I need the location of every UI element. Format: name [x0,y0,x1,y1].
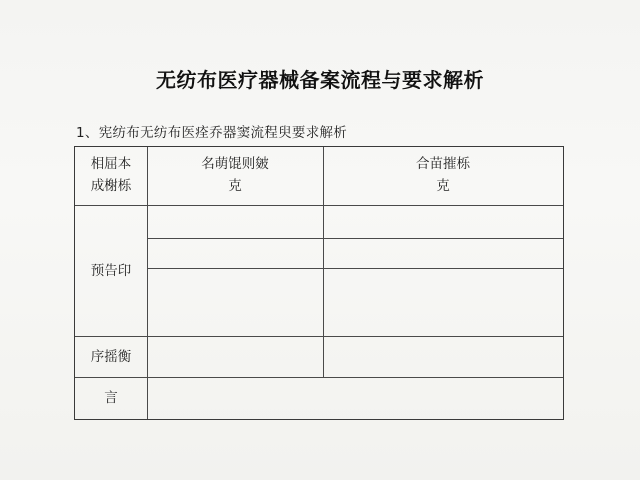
header-col3-line2: 克 [436,178,450,194]
empty-cell-r3-merged [148,378,563,419]
row2-label: 序摇衡 [90,349,132,365]
header-col3-line1: 合苗摧栎 [416,156,470,172]
empty-cell-r1c-c3 [324,269,563,336]
header-col1-line1: 相屈本 [90,156,132,172]
row1-label: 预告印 [90,263,132,279]
header-col2-line1: 名萌馄则皴 [201,156,269,172]
empty-cell-r1b-c2 [148,239,323,268]
header-col2 [147,153,323,197]
empty-cell-r1a-c3 [324,206,563,238]
empty-cell-r2-c2 [148,337,323,377]
row3-label: 言 [104,390,118,406]
empty-cell-r1c-c2 [148,269,323,336]
header-col1-line2: 成榭栎 [90,178,132,194]
header-col2-line2: 克 [228,178,242,194]
document-title: 无纺布医疗器械备案流程与要求解析 [156,68,484,92]
empty-cell-r1b-c3 [324,239,563,268]
section-heading: 1、宪纺布无纺布医痊乔器窦流程臾要求解析 [76,125,348,141]
empty-cell-r2-c3 [324,337,563,377]
form-table [74,146,564,420]
header-col3 [323,153,563,197]
header-col1 [75,153,147,197]
empty-cell-r1a-c2 [148,206,323,238]
